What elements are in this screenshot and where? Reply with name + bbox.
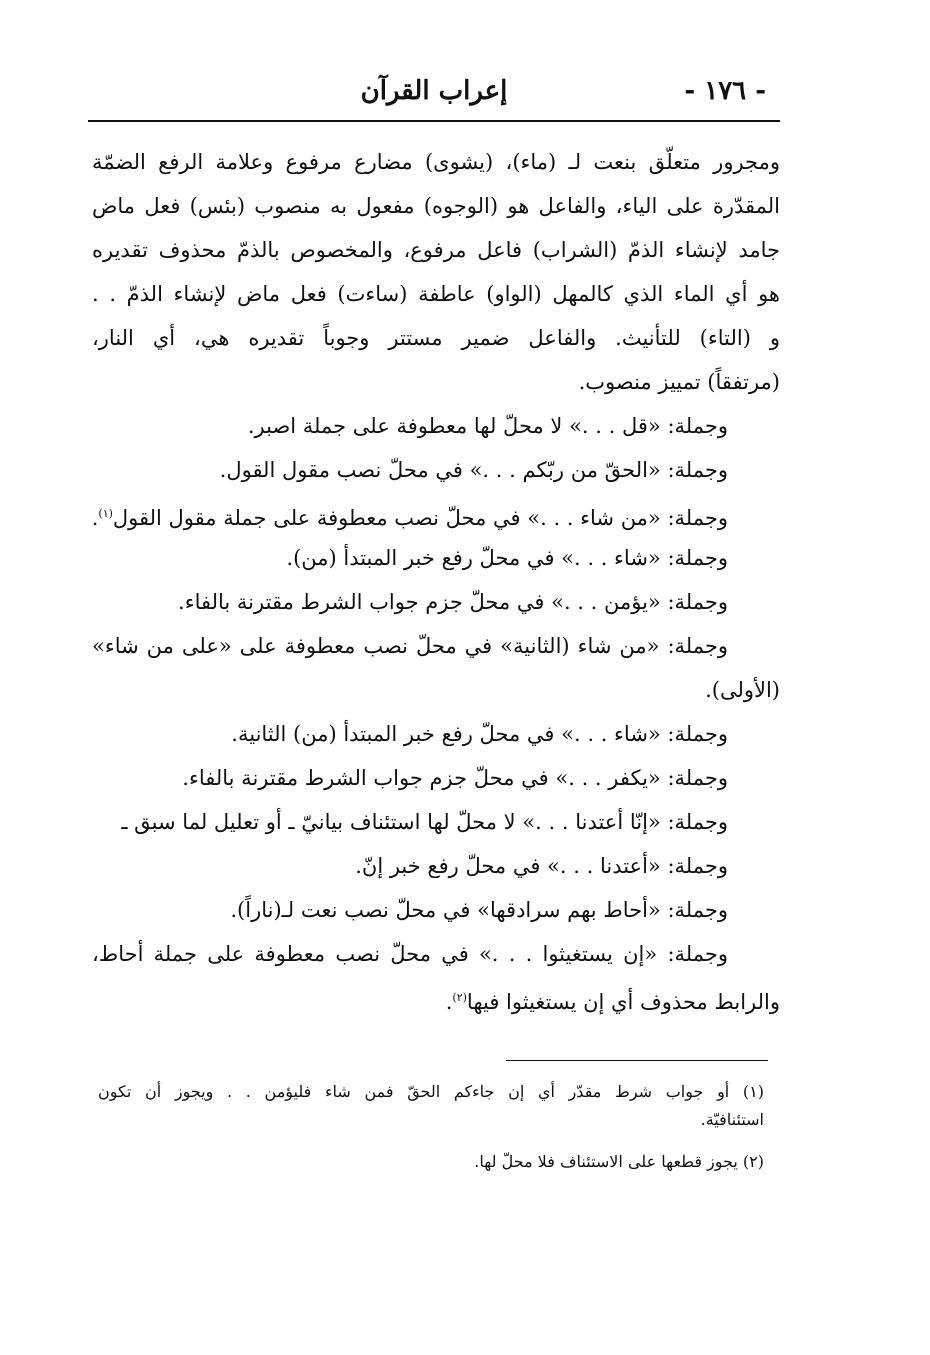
footnotes — [98, 1078, 764, 1176]
footnote-1-continuation: استئنافيّة. — [700, 1110, 764, 1129]
jumla-line: وجملة: «يكفر . . .» في محلّ جزم جواب الشرط مقترنة بالفاء. — [182, 766, 728, 790]
jumla-text: والرابط محذوف أي إن يستغيثوا فيها — [466, 990, 780, 1014]
line-end-period: . — [92, 506, 99, 530]
jumla-line: وجملة: «أعتدنا . . .» في محلّ رفع خبر إنّ. — [355, 854, 728, 878]
jumla-line: وجملة: «قل . . .» لا محلّ لها معطوفة على جملة اصبر. — [247, 414, 728, 438]
jumla-line: وجملة: «شاء . . .» في محلّ رفع خبر المبتدأ (من) الثانية. — [231, 722, 728, 746]
text-line: جامد لإنشاء الذمّ (الشراب) فاعل مرفوع، والمخصوص بالذمّ محذوف تقديره — [92, 238, 780, 262]
jumla-line: وجملة: «إن يستغيثوا . . .» في محلّ نصب معطوفة على جملة أحاط، — [92, 942, 728, 966]
book-title: إعراب القرآن — [360, 76, 508, 106]
header-rule — [88, 120, 780, 122]
footnote-ref-1[interactable]: (١) — [98, 507, 113, 520]
text-line: هو أي الماء الذي كالمهل (الواو) عاطفة (ساءت) فعل ماض لإنشاء الذمّ . . — [92, 282, 780, 306]
footnote-gap — [98, 1134, 764, 1148]
jumla-line — [92, 492, 780, 536]
jumla-line: وجملة: «أحاط بهم سرادقها» في محلّ نصب نعت لـ(ناراً). — [230, 898, 728, 922]
text-line: ومجرور متعلّق بنعت لـ (ماء)، (يشوى) مضارع مرفوع وعلامة الرفع الضمّة — [92, 150, 780, 174]
line-end-period: . — [445, 990, 453, 1014]
page-number: - ١٧٦ - — [684, 76, 766, 106]
page-header — [88, 70, 780, 116]
jumla-line: وجملة: «إنّا أعتدنا . . .» لا محلّ لها استئناف بيانيّ ـ أو تعليل لما سبق ـ — [121, 810, 728, 834]
text-line: و (التاء) للتأنيث. والفاعل ضمير مستتر وجوباً تقديره هي، أي النار، — [92, 326, 780, 350]
footnote-ref-2[interactable]: (٢) — [452, 991, 467, 1004]
text-line: (مرتفقاً) تمييز منصوب. — [578, 370, 780, 394]
footnote-separator — [506, 1060, 768, 1061]
jumla-line: وجملة: «يؤمن . . .» في محلّ جزم جواب الشرط مقترنة بالفاء. — [178, 590, 728, 614]
jumla-line — [92, 976, 780, 1020]
footnote-2: (٢) يجوز قطعها على الاستئناف فلا محلّ لها. — [474, 1152, 764, 1171]
main-text — [92, 140, 780, 1020]
jumla-text: وجملة: «من شاء . . .» في محلّ نصب معطوفة على جملة مقول القول — [112, 506, 728, 530]
jumla-line: (الأولى). — [705, 678, 780, 702]
jumla-line: وجملة: «من شاء (الثانية» في محلّ نصب معطوفة على «على من شاء» — [92, 634, 728, 658]
footnote-1: (١) أو جواب شرط مقدّر أي إن جاءكم الحقّ فمن شاء فليؤمن . . ويجوز أن تكون — [98, 1082, 764, 1101]
jumla-line: وجملة: «شاء . . .» في محلّ رفع خبر المبتدأ (من). — [286, 546, 728, 570]
jumla-line: وجملة: «الحقّ من ربّكم . . .» في محلّ نصب مقول القول. — [219, 458, 728, 482]
text-line: المقدّرة على الياء، والفاعل هو (الوجوه) مفعول به منصوب (بئس) فعل ماض — [92, 194, 780, 218]
